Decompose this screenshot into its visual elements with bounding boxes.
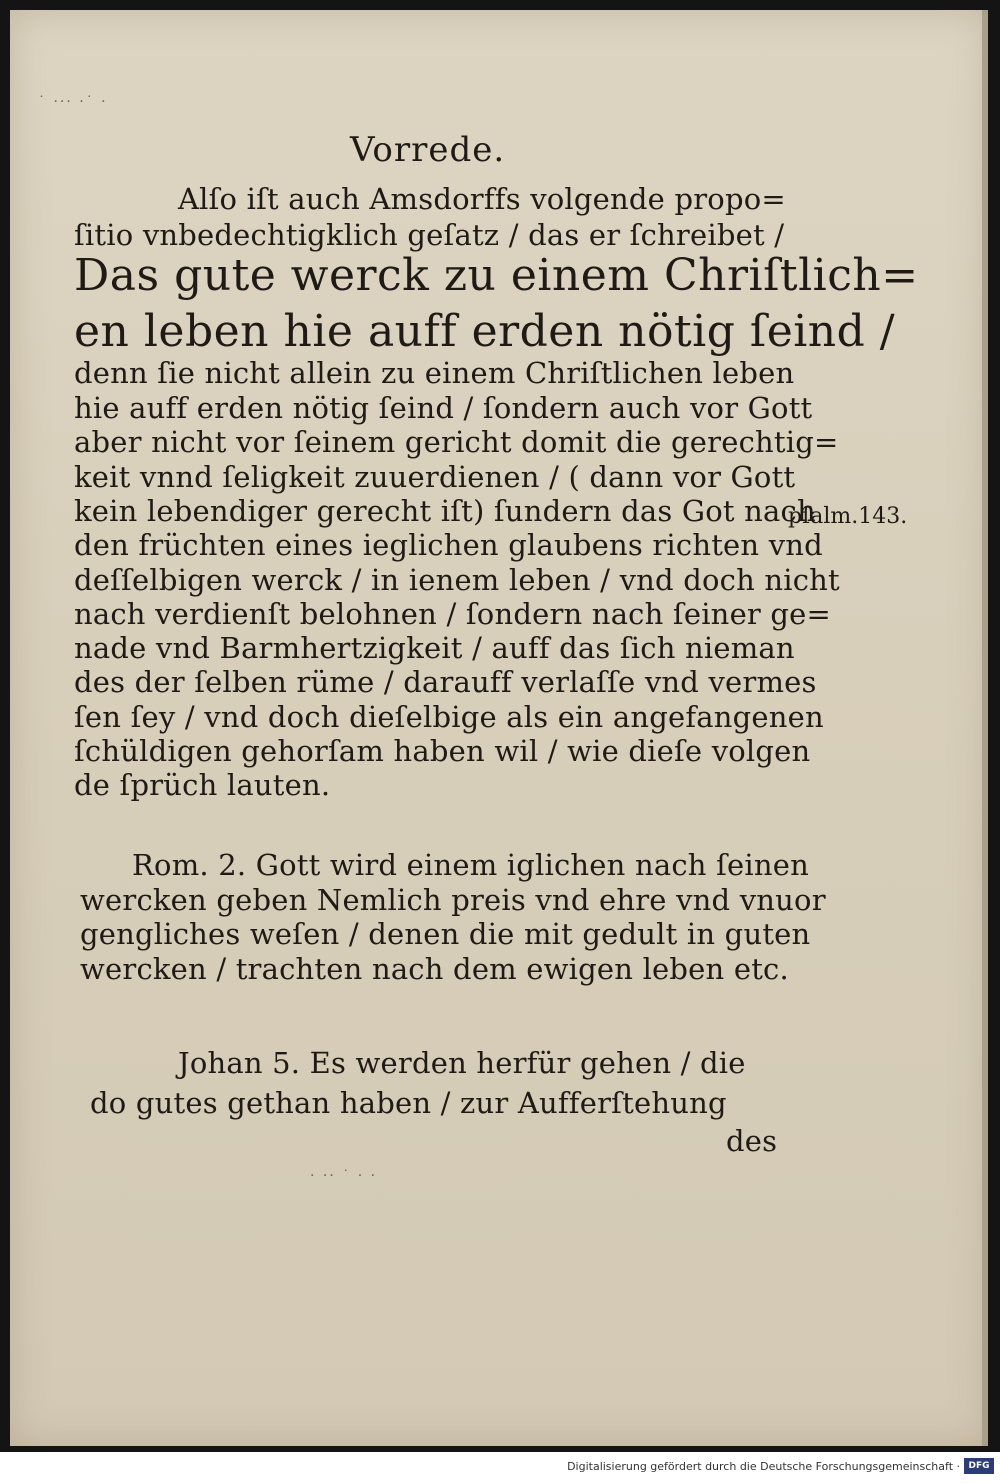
digitization-footer (0, 1452, 1000, 1483)
text-line: wercken / trachten nach dem ewigen leben etc. (80, 952, 789, 986)
text-line: keit vnnd ſeligkeit zuuerdienen / ( dann vor Gott (74, 460, 796, 494)
text-line: nade vnd Barmhertzigkeit / auff das ſich nieman (74, 631, 795, 665)
text-line: den früchten eines ieglichen glaubens richten vnd (74, 528, 823, 562)
text-line: gengliches weſen / denen die mit gedult in guten (80, 917, 811, 951)
page-header: Vorrede. (350, 130, 506, 170)
text-line: des der ſelben rüme / darauff verlaſſe vnd vermes (74, 665, 817, 699)
text-line: do gutes gethan haben / zur Aufferſtehung (90, 1086, 727, 1120)
ink-smudge: ˙ ··· ·˙ · (38, 94, 108, 110)
margin-note: pſalm.143. (788, 504, 908, 529)
page-edge (982, 10, 988, 1446)
text-line: Johan 5. Es werden herfür gehen / die (178, 1046, 746, 1080)
text-line: hie auff erden nötig ſeind / ſondern auch vor Gott (74, 391, 813, 425)
text-line: de ſprüch lauten. (74, 768, 331, 802)
text-line: ſchüldigen gehorſam haben wil / wie dieſe volgen (74, 734, 811, 768)
text-line: deſſelbigen werck / in ienem leben / vnd doch nicht (74, 563, 840, 597)
text-line: nach verdienſt belohnen / ſondern nach ſeiner ge= (74, 597, 832, 631)
book-page (10, 10, 988, 1446)
text-line: kein lebendiger gerecht iſt) ſundern das Got nach (74, 494, 816, 528)
proposition-line: en leben hie auff erden nötig ſeind / (74, 306, 896, 357)
proposition-line: Das gute werck zu einem Chriſtlich= (74, 250, 919, 301)
funding-notice: Digitalisierung gefördert durch die Deutsche Forschungsgemeinschaft · (567, 1460, 960, 1473)
text-line: wercken geben Nemlich preis vnd ehre vnd vnuor (80, 883, 826, 917)
text-line: ſitio vnbedechtigklich geſatz / das er ſchreibet / (74, 218, 785, 252)
text-line: aber nicht vor ſeinem gericht domit die gerechtig= (74, 425, 839, 459)
text-line: Rom. 2. Gott wird einem iglichen nach ſeinen (132, 848, 809, 882)
text-line: denn ſie nicht allein zu einem Chriſtlichen leben (74, 356, 795, 390)
text-line: Alſo iſt auch Amsdorffs volgende propo= (178, 182, 786, 216)
dfg-logo: DFG (964, 1458, 994, 1474)
ink-smudge: · ·· ˙ · · (310, 1168, 378, 1184)
text-line: ſen ſey / vnd doch dieſelbige als ein angefangenen (74, 700, 824, 734)
catchword: des (726, 1124, 778, 1158)
